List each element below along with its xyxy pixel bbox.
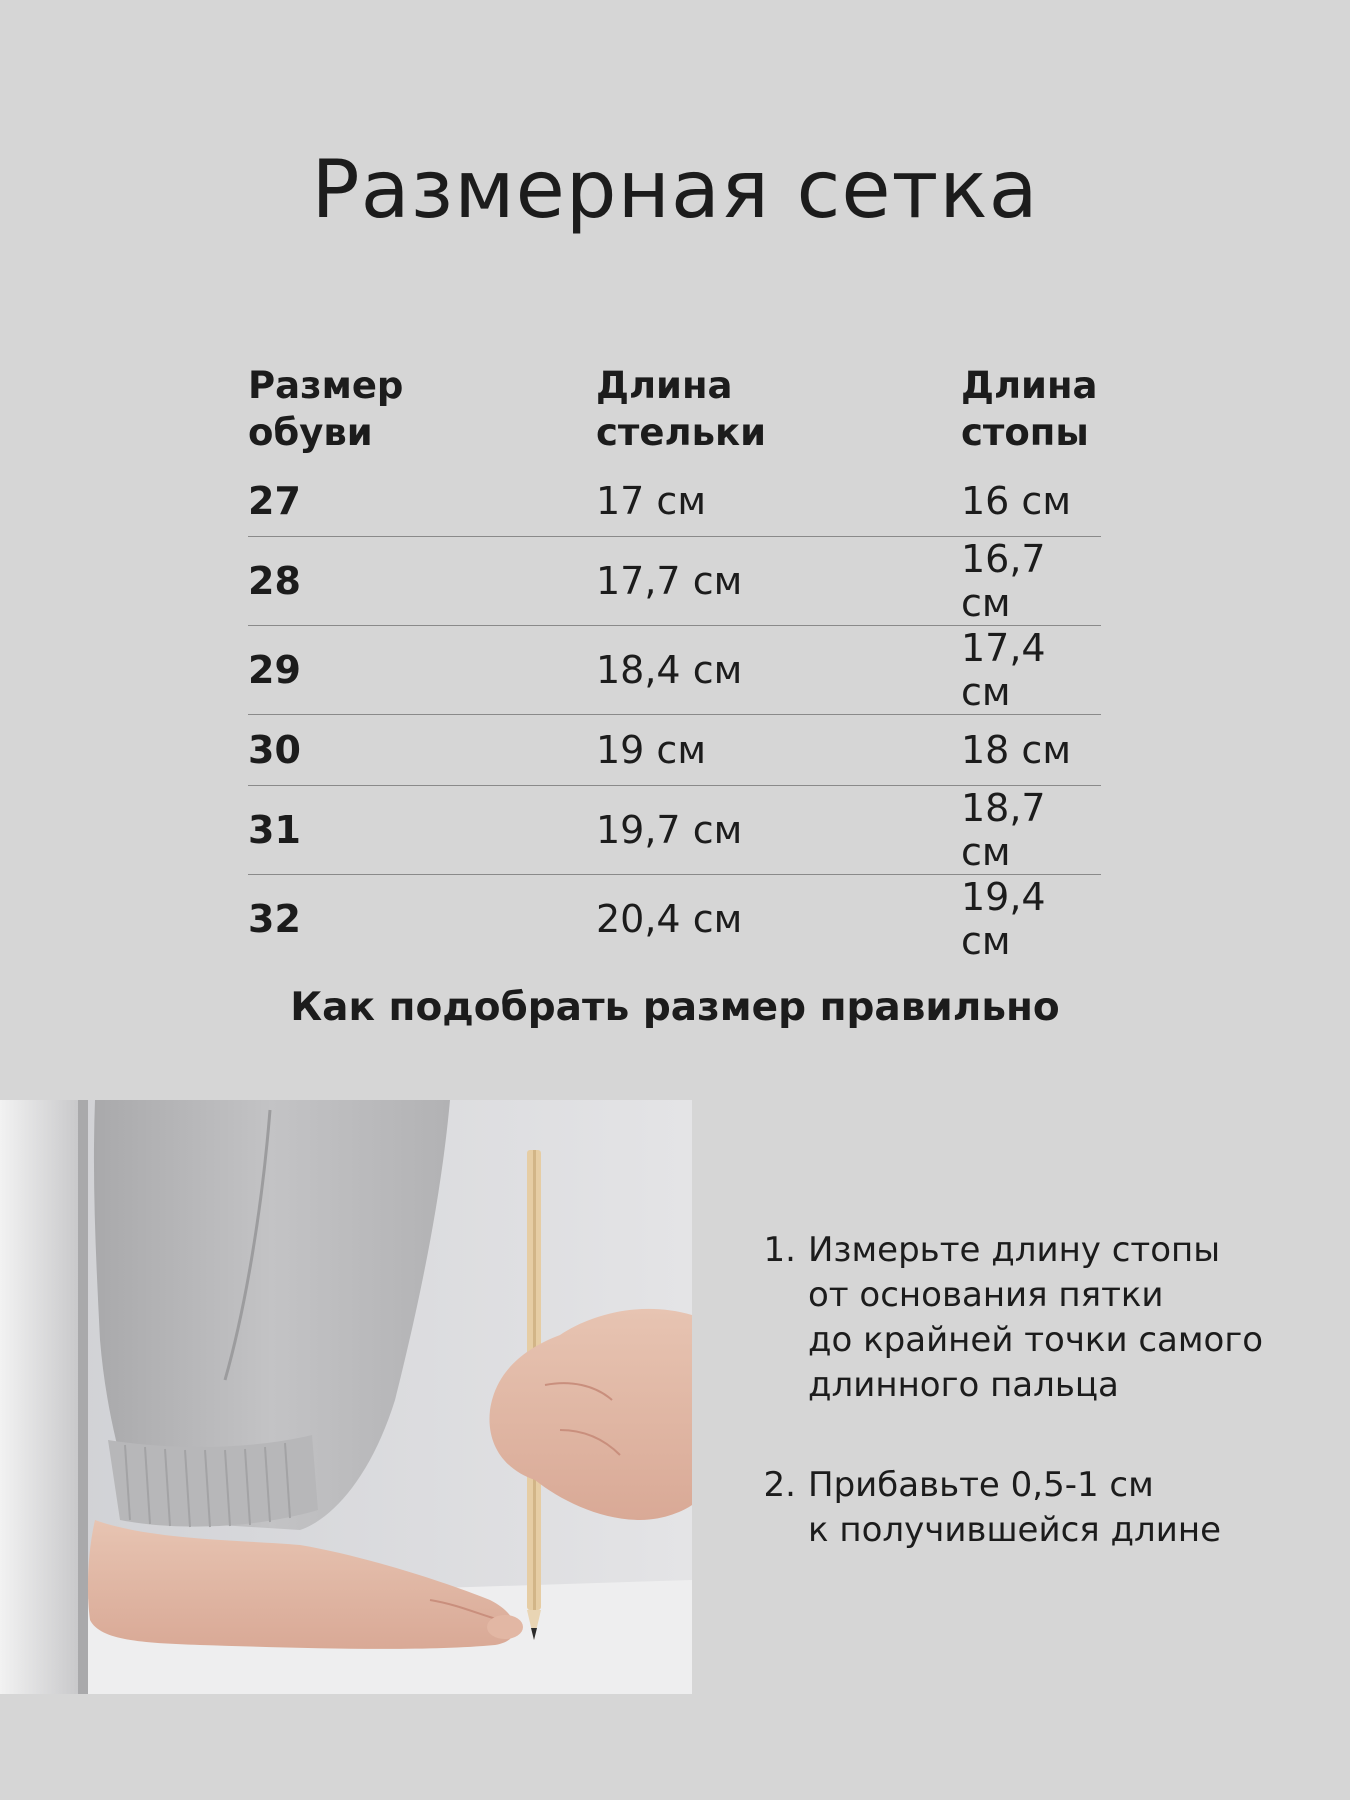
size-cell: 31 xyxy=(248,786,596,875)
step-number: 2. xyxy=(763,1465,796,1505)
foot-cell: 18,7 см xyxy=(961,786,1101,875)
insole-cell: 17 см xyxy=(596,466,961,537)
foot-measuring-photo xyxy=(0,1100,692,1694)
insole-cell: 19 см xyxy=(596,715,961,786)
header-shoe-size xyxy=(248,362,596,466)
header-shoe-size-label: Размер обуви xyxy=(248,364,404,454)
how-to-measure-heading: Как подобрать размер правильно xyxy=(290,985,1060,1030)
step-number: 1. xyxy=(763,1230,796,1270)
foot-cell: 17,4 см xyxy=(961,626,1101,715)
foot-cell: 16,7 см xyxy=(961,537,1101,626)
table-row xyxy=(248,786,1101,875)
table-row xyxy=(248,537,1101,626)
table-row xyxy=(248,875,1101,964)
header-foot-length-label: Длина стопы xyxy=(961,364,1098,454)
table-row xyxy=(248,626,1101,715)
foot-cell: 16 см xyxy=(961,466,1101,537)
size-cell: 27 xyxy=(248,466,596,537)
size-cell: 32 xyxy=(248,897,301,941)
header-foot-length xyxy=(961,362,1101,466)
step-item xyxy=(750,1228,1330,1408)
size-cell: 29 xyxy=(248,626,596,715)
page-title: Размерная сетка xyxy=(311,143,1039,236)
foot-cell: 19,4 см xyxy=(961,875,1046,963)
insole-cell: 18,4 см xyxy=(596,626,961,715)
size-cell: 30 xyxy=(248,715,596,786)
step-item xyxy=(750,1463,1330,1553)
measurement-steps xyxy=(750,1228,1330,1608)
table-row xyxy=(248,466,1101,537)
header-insole-length-label: Длина стельки xyxy=(596,364,767,454)
table-row xyxy=(248,715,1101,786)
table-header-row xyxy=(248,362,1101,466)
step-text: Прибавьте 0,5-1 см к получившейся длине xyxy=(808,1465,1222,1550)
step-text: Измерьте длину стопы от основания пятки до крайней точки самого длинного пальца xyxy=(808,1230,1263,1405)
insole-cell: 19,7 см xyxy=(596,786,961,875)
foot-measuring-illustration xyxy=(0,1100,692,1694)
insole-cell: 20,4 см xyxy=(596,897,743,941)
insole-cell: 17,7 см xyxy=(596,537,961,626)
size-cell: 28 xyxy=(248,537,596,626)
size-chart-table xyxy=(248,362,1101,963)
foot-cell: 18 см xyxy=(961,715,1101,786)
header-insole-length xyxy=(596,362,961,466)
